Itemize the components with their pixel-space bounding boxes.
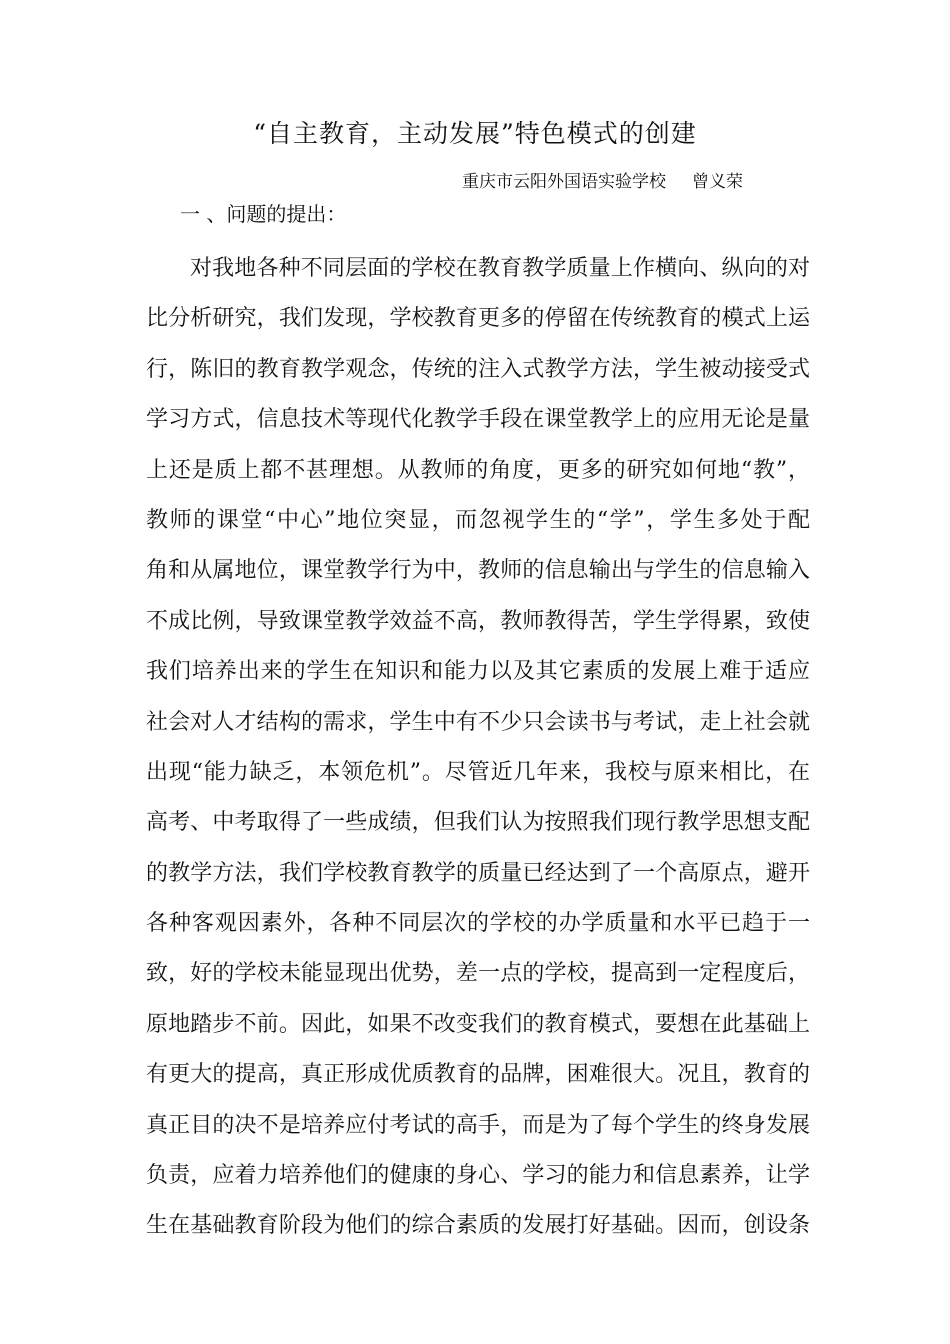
paragraph-line: 行，陈旧的教育教学观念，传统的注入式教学方法，学生被动接受式 [146, 356, 810, 382]
paragraph-line: 学习方式，信息技术等现代化教学手段在课堂教学上的应用无论是量 [146, 407, 810, 433]
paragraph-line: 真正目的决不是培养应付考试的高手，而是为了每个学生的终身发展 [146, 1112, 810, 1138]
paragraph-line: 我们培养出来的学生在知识和能力以及其它素质的发展上难于适应 [146, 659, 810, 685]
author-name: 曾义荣 [692, 172, 743, 192]
paragraph-line: 社会对人才结构的需求，学生中有不少只会读书与考试，走上社会就 [146, 709, 810, 735]
paragraph-line: 致，好的学校未能显现出优势，差一点的学校，提高到一定程度后， [146, 961, 810, 987]
paragraph-line: 高考、中考取得了一些成绩，但我们认为按照我们现行教学思想支配 [146, 810, 810, 836]
paragraph-line: 的教学方法，我们学校教育教学的质量已经达到了一个高原点，避开 [146, 860, 810, 886]
paragraph-line: 不成比例，导致课堂教学效益不高，教师教得苦，学生学得累，致使 [146, 608, 810, 634]
paragraph-line: 上还是质上都不甚理想。从教师的角度，更多的研究如何地“教”， [146, 457, 810, 483]
paragraph-line: 原地踏步不前。因此，如果不改变我们的教育模式，要想在此基础上 [146, 1011, 810, 1037]
paragraph-line: 教师的课堂“中心”地位突显，而忽视学生的“学”，学生多处于配 [146, 507, 810, 533]
paragraph-line: 负责，应着力培养他们的健康的身心、学习的能力和信息素养，让学 [146, 1163, 810, 1189]
paragraph-line: 对我地各种不同层面的学校在教育教学质量上作横向、纵向的对 [190, 256, 810, 281]
paragraph-line: 生在基础教育阶段为他们的综合素质的发展打好基础。因而，创设条 [146, 1213, 810, 1239]
section-heading: 一 、问题的提出： [180, 202, 347, 226]
author-line [462, 170, 743, 194]
paragraph-line: 角和从属地位，课堂教学行为中，教师的信息输出与学生的信息输入 [146, 558, 810, 584]
paragraph-line: 各种客观因素外，各种不同层次的学校的办学质量和水平已趋于一 [146, 911, 810, 937]
document-title: “自主教育，主动发展”特色模式的创建 [253, 119, 697, 148]
body-paragraph [146, 244, 810, 1252]
paragraph-line: 比分析研究，我们发现，学校教育更多的停留在传统教育的模式上运 [146, 306, 810, 332]
paragraph-line: 有更大的提高，真正形成优质教育的品牌，困难很大。况且，教育的 [146, 1062, 810, 1088]
paragraph-line: 出现“能力缺乏，本领危机”。尽管近几年来，我校与原来相比，在 [146, 759, 810, 785]
author-school: 重庆市云阳外国语实验学校 [462, 172, 666, 192]
